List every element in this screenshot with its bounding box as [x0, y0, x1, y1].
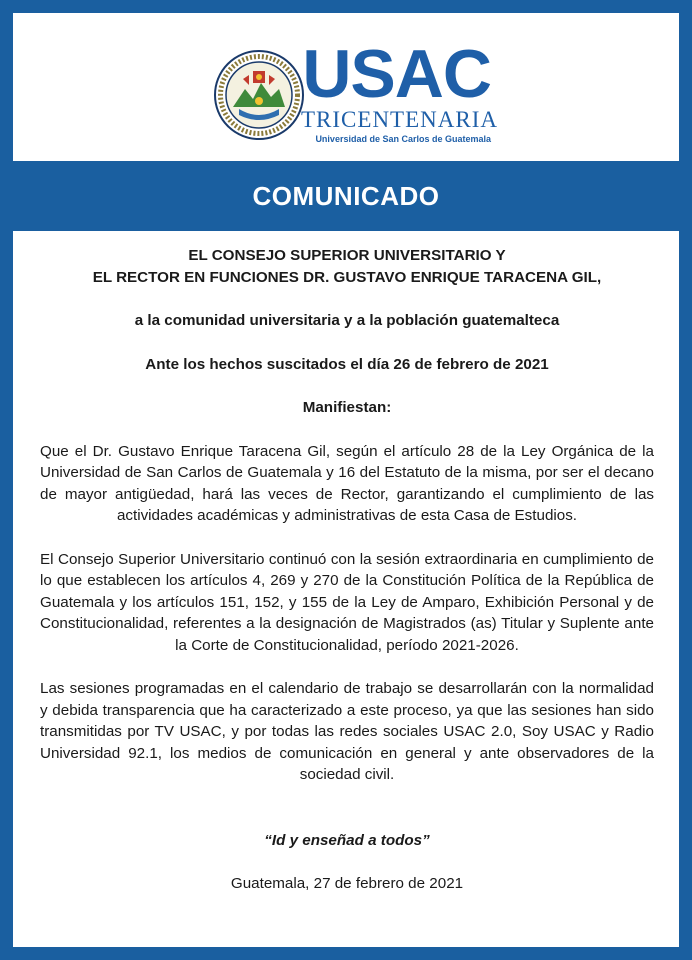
banner: [0, 161, 692, 231]
university-seal-icon: [213, 49, 305, 141]
logo-university-text: Universidad de San Carlos de Guatemala: [315, 134, 491, 144]
usac-logo: [301, 36, 498, 144]
header: [13, 13, 679, 161]
context-line: Ante los hechos suscitados el día 26 de febrero de 2021: [145, 355, 549, 373]
heading-line-1: EL CONSEJO SUPERIOR UNIVERSITARIO Y: [188, 247, 506, 264]
paragraph-3: Las sesiones programadas en el calendario de trabajo se desarrollarán con la normalidad y debida transparencia que ha caracterizado a este proceso, ya que las sesiones han sido transmitidas por TV USAC, y por todas las redes sociales USAC 2.0, Soy USAC y Radio Universidad 92.1, los medios de comunicación en general y ante observadores de la sociedad civil.: [40, 680, 654, 783]
logo-sub-text: TRICENTENARIA: [301, 107, 498, 132]
logo-main-text: USAC: [302, 36, 491, 112]
audience-line: a la comunidad universitaria y a la población guatemalteca: [134, 312, 560, 329]
paragraph-2: El Consejo Superior Universitario continuó con la sesión extraordinaria en cumplimiento de lo que establecen los artículos 4, 269 y 270 de la Constitución Política de la República de Guatemala y los artículos 151, 152, y 155 de la Ley de Amparo, Exhibición Personal y de Constitucionalidad, referentes a la designación de Magistrados (as) Titular y Suplente ante la Corte de Constitucionalidad, período 2021-2026.: [40, 550, 654, 654]
banner-title: COMUNICADO: [252, 180, 440, 211]
heading-line-2: EL RECTOR EN FUNCIONES DR. GUSTAVO ENRIQUE TARACENA GIL,: [92, 268, 602, 286]
manifiestan-heading: Manifiestan:: [302, 399, 392, 416]
document-body: [40, 245, 654, 895]
motto: “Id y enseñad a todos”: [264, 831, 430, 849]
date-line: Guatemala, 27 de febrero de 2021: [230, 875, 464, 892]
document-frame: [13, 13, 679, 947]
paragraph-1: Que el Dr. Gustavo Enrique Taracena Gil, según el artículo 28 de la Ley Orgánica de la Universidad de San Carlos de Guatemala y 16 del Estatuto de la misma, por ser el decano de mayor antigüedad, hará las veces de Rector, garantizando el cumplimiento de las actividades académicas y administrativas de esta Casa de Estudios.: [40, 442, 654, 524]
